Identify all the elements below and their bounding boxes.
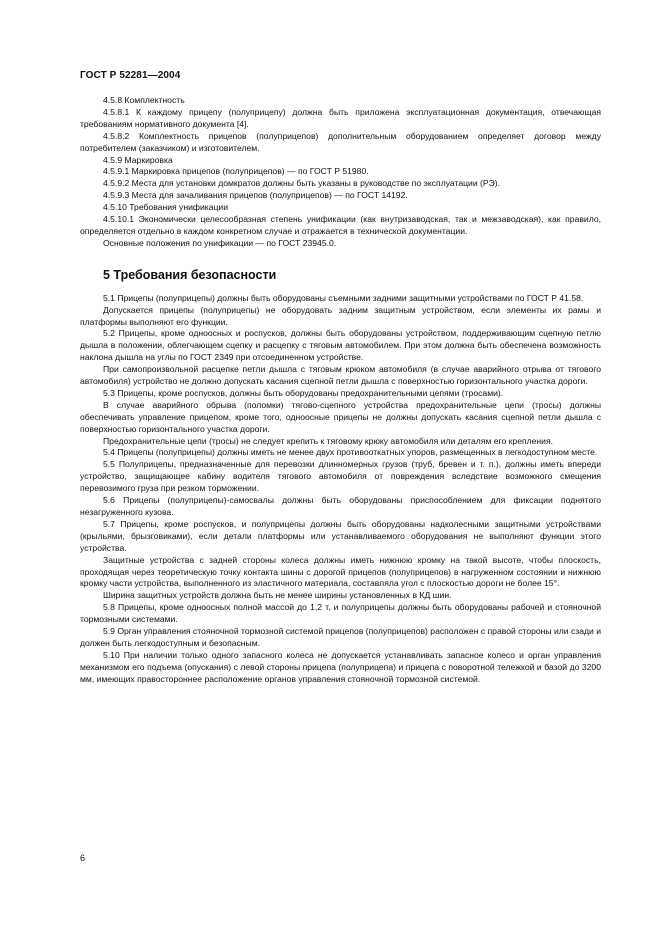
paragraph: 4.5.9.2 Места для установки домкратов должны быть указаны в руководстве по эксплуатации (РЭ). <box>103 178 501 189</box>
document-header: ГОСТ Р 52281—2004 <box>80 70 181 81</box>
paragraph: 5.7 Прицепы, кроме роспусков, и полуприцепы должны быть оборудованы надколесными защитными устройствами (крыльями, брызговиками), если детали платформы или устанавливаемого оборудования не выполняют функции этого устройства. <box>80 518 601 553</box>
paragraph: В случае аварийного обрыва (поломки) тягово-сцепного устройства предохранительные цепи (тросы) должны обеспечивать управление прицепом, кроме того, одноосные прицепы не должны допускать касания сцепной петли дышла с поверхностью горизонтального участка дороги. <box>80 399 601 434</box>
paragraph: Допускается прицепы (полуприцепы) не оборудовать задним защитным устройством, если элементы их рамы и платформы выполняют его функции. <box>80 304 601 327</box>
paragraph: 5.4 Прицепы (полуприцепы) должны иметь не менее двух противооткатных упоров, размещенных в легкодоступном месте. <box>103 447 598 458</box>
paragraph: 4.5.8 Комплектность <box>103 95 185 105</box>
paragraph: 5.8 Прицепы, кроме одноосных полной массой до 1,2 т, и полуприцепы должны быть оборудованы рабочей и стояночной тормозными системами. <box>80 602 601 625</box>
paragraph: Предохранительные цепи (тросы) не следует крепить к тяговому крюку автомобиля или деталям его крепления. <box>103 435 554 446</box>
paragraph: 5.3 Прицепы, кроме роспусков, должны быть оборудованы предохранительными цепями (тросами). <box>103 387 504 398</box>
paragraph: Основные положения по унификации — по ГОСТ 23945.0. <box>103 237 337 248</box>
paragraph: 4.5.9.3 Места для зачаливания прицепов (полуприцепов) — по ГОСТ 14192. <box>103 190 408 201</box>
paragraph: 4.5.10.1 Экономически целесообразная степень унификации (как внутризаводская, так и межзаводская), как правило, определяется отдельно в каждом конкретном случае и отражается в технической документации. <box>80 214 601 236</box>
paragraph: 4.5.8.1 К каждому прицепу (полуприцепу) должна быть приложена эксплуатационная документация, отвечающая требованиям нормативного документа [4]. <box>80 106 601 129</box>
paragraph: Ширина защитных устройств должна быть не менее ширины установленных в КД шин. <box>103 590 452 601</box>
paragraph: 5.6 Прицепы (полуприцепы)-самосвалы должны быть оборудованы приспособлением для фиксации поднятого незагруженного кузова. <box>80 495 601 517</box>
paragraph: 4.5.9 Маркировка <box>103 154 173 165</box>
paragraph: При самопроизвольной расцепке петли дышла с тяговым крюком автомобиля (в случае аварийного отрыва от тягового автомобиля) устройство не должно допускать касания сцепной петли дышла с поверхностью горизонтального участка дороги. <box>80 364 601 387</box>
page-number: 6 <box>80 853 86 863</box>
paragraph: Защитные устройства с задней стороны колеса должны иметь нижнюю кромку на такой высоте, чтобы плоскость, проходящая через теоретическую точку контакта шины с дорогой прицепов (полуприцепов) в нагруженном состоянии и нижнюю кромку части устройства, выполненного из эластичного материала, составляла угол с плоскостью дороги не более 15°. <box>80 554 601 589</box>
paragraph: 5.1 Прицепы (полуприцепы) должны быть оборудованы съемными задними защитными устройствами по ГОСТ Р 41.58. <box>103 292 584 303</box>
paragraph: 5.9 Орган управления стояночной тормозной системой прицепов (полуприцепов) расположен с правой стороны или сзади и должен быть легкодоступным и безопасным. <box>80 626 601 648</box>
paragraph: 5.2 Прицепы, кроме одноосных и роспусков, должны быть оборудованы устройством, поддерживающим сцепную петлю дышла в положении, облегчающем сцепку и расцепку с тяговым автомобилем. При этом должна быть обеспечена возможность наклона дышла на углы по ГОСТ 2349 при отсоединенном устройстве. <box>80 328 601 363</box>
paragraph: 4.5.8.2 Комплектность прицепов (полуприцепов) дополнительным оборудованием определяет договор между потребителем (заказчиком) и изготовителем. <box>80 130 601 153</box>
paragraph: 4.5.9.1 Маркировка прицепов (полуприцепов) — по ГОСТ Р 51980. <box>103 166 369 177</box>
paragraph: 5.5 Полуприцепы, предназначенные для перевозки длинномерных грузов (труб, бревен и т. п.), должны иметь впереди устройство, защищающее кабину водителя тягового автомобиля от повреждения вследствие возможного смещения перевозимого груза при резком торможении. <box>80 459 601 494</box>
document-body <box>80 95 601 686</box>
section-title: 5 Требования безопасности <box>103 267 277 282</box>
paragraph: 4.5.10 Требования унификации <box>103 202 229 213</box>
paragraph: 5.10 При наличии только одного запасного колеса не допускается устанавливать запасное колесо и орган управления механизмом его подъема (опускания) с левой стороны прицепа (полуприцепа) и прицепа с поворотной тележкой и базой до 3200 мм, имеющих правостороннее расположение органов управления стояночной тормозной системой. <box>80 649 601 684</box>
